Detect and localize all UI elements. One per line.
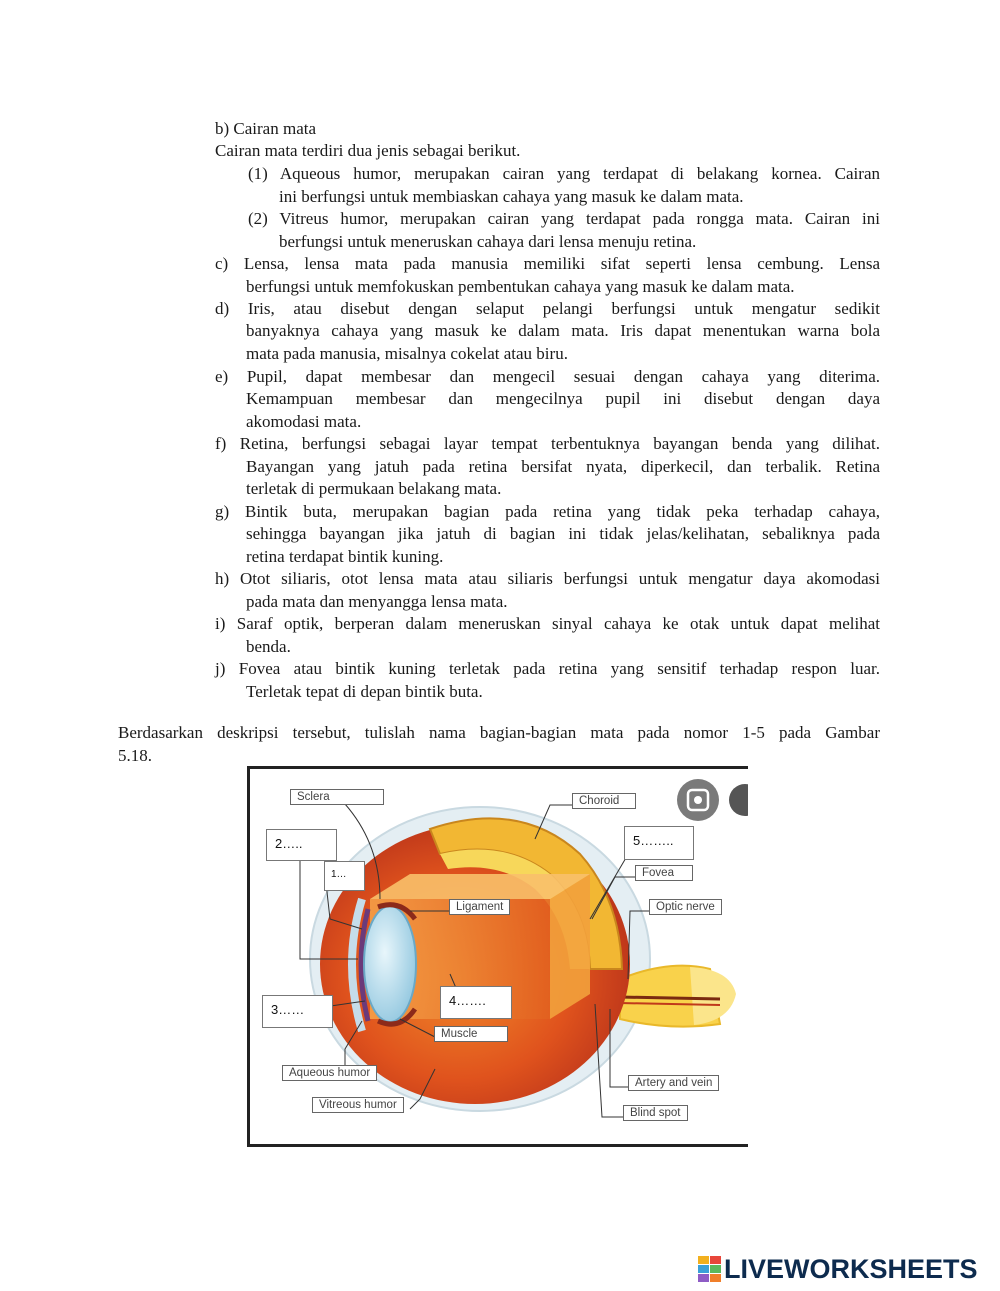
list-item-saraf-optik-cont: benda. <box>246 637 291 656</box>
list-item-pupil: e) Pupil, dapat membesar dan mengecil sesuai dengan cahaya yang diterima. <box>215 367 880 386</box>
label-sclera: Sclera <box>290 789 384 805</box>
list-item-fovea: j) Fovea atau bintik kuning terletak pada retina yang sensitif terhadap respon luar. <box>215 659 880 678</box>
list-item-retina: f) Retina, berfungsi sebagai layar tempat terbentuknya bayangan benda yang dilihat. <box>215 434 880 453</box>
list-item-bintik-buta: g) Bintik buta, merupakan bagian pada retina yang tidak peka terhadap cahaya, <box>215 502 880 521</box>
label-aqueous-humor: Aqueous humor <box>282 1065 377 1081</box>
eye-diagram <box>247 766 748 1147</box>
list-item-pupil-cont: Kemampuan membesar dan mengecilnya pupil ini disebut dengan daya <box>246 389 880 408</box>
label-optic-nerve: Optic nerve <box>649 899 722 915</box>
list-item-vitreus-cont: berfungsi untuk meneruskan cahaya dari lensa menuju retina. <box>279 232 697 251</box>
answer-box-3[interactable]: 3…… <box>262 995 333 1028</box>
label-ligament: Ligament <box>449 899 510 915</box>
list-item-bintik-buta-cont: sehingga bayangan jika jatuh di bagian ini tidak jelas/kelihatan, sebaliknya pada <box>246 524 880 543</box>
list-item-lensa-cont: berfungsi untuk memfokuskan pembentukan cahaya yang masuk ke dalam mata. <box>246 277 795 296</box>
list-item-iris-cont: banyaknya cahaya yang masuk ke dalam mata. Iris dapat menentukan warna bola <box>246 321 880 340</box>
label-vitreous-humor: Vitreous humor <box>312 1097 404 1113</box>
list-item-saraf-optik: i) Saraf optik, berperan dalam meneruskan sinyal cahaya ke otak untuk dapat melihat <box>215 614 880 633</box>
instruction-text-cont: 5.18. <box>118 746 152 765</box>
list-item-aqueous-cont: ini berfungsi untuk membiaskan cahaya yang masuk ke dalam mata. <box>279 187 744 206</box>
list-item-otot-siliaris: h) Otot siliaris, otot lensa mata atau siliaris berfungsi untuk mengatur daya akomodasi <box>215 569 880 588</box>
answer-box-1[interactable]: 1… <box>324 861 365 891</box>
list-item-aqueous: (1) Aqueous humor, merupakan cairan yang terdapat di belakang kornea. Cairan <box>248 164 880 183</box>
list-item-bintik-buta-cont2: retina terdapat bintik kuning. <box>246 547 444 566</box>
list-item-iris: d) Iris, atau disebut dengan selaput pelangi berfungsi untuk mengatur sedikit <box>215 299 880 318</box>
list-item-otot-siliaris-cont: pada mata dan menyangga lensa mata. <box>246 592 508 611</box>
section-heading: b) Cairan mata <box>215 119 317 138</box>
label-muscle: Muscle <box>434 1026 508 1042</box>
section-intro: Cairan mata terdiri dua jenis sebagai berikut. <box>215 141 521 160</box>
list-item-pupil-cont2: akomodasi mata. <box>246 412 362 431</box>
answer-box-2[interactable]: 2….. <box>266 829 337 861</box>
label-artery-vein: Artery and vein <box>628 1075 719 1091</box>
label-blind-spot: Blind spot <box>623 1105 688 1121</box>
answer-box-5[interactable]: 5…….. <box>624 826 694 860</box>
list-item-lensa: c) Lensa, lensa mata pada manusia memiliki sifat seperti lensa cembung. Lensa <box>215 254 880 273</box>
answer-box-4[interactable]: 4……. <box>440 986 512 1019</box>
instruction-text: Berdasarkan deskripsi tersebut, tulislah nama bagian-bagian mata pada nomor 1-5 pada Gambar <box>118 723 880 742</box>
list-item-vitreus: (2) Vitreus humor, merupakan cairan yang terdapat pada rongga mata. Cairan ini <box>248 209 880 228</box>
brand-name: LIVEWORKSHEETS <box>724 1254 978 1284</box>
list-item-fovea-cont: Terletak tepat di depan bintik buta. <box>246 682 483 701</box>
label-choroid: Choroid <box>572 793 636 809</box>
list-item-retina-cont: Bayangan yang jatuh pada retina bersifat nyata, diperkecil, dan terbalik. Retina <box>246 457 880 476</box>
liveworksheets-blocks-icon <box>698 1256 722 1282</box>
label-fovea: Fovea <box>635 865 693 881</box>
list-item-iris-cont2: mata pada manusia, misalnya cokelat atau biru. <box>246 344 568 363</box>
liveworksheets-logo <box>698 1252 994 1284</box>
list-item-retina-cont2: terletak di permukaan belakang mata. <box>246 479 502 498</box>
